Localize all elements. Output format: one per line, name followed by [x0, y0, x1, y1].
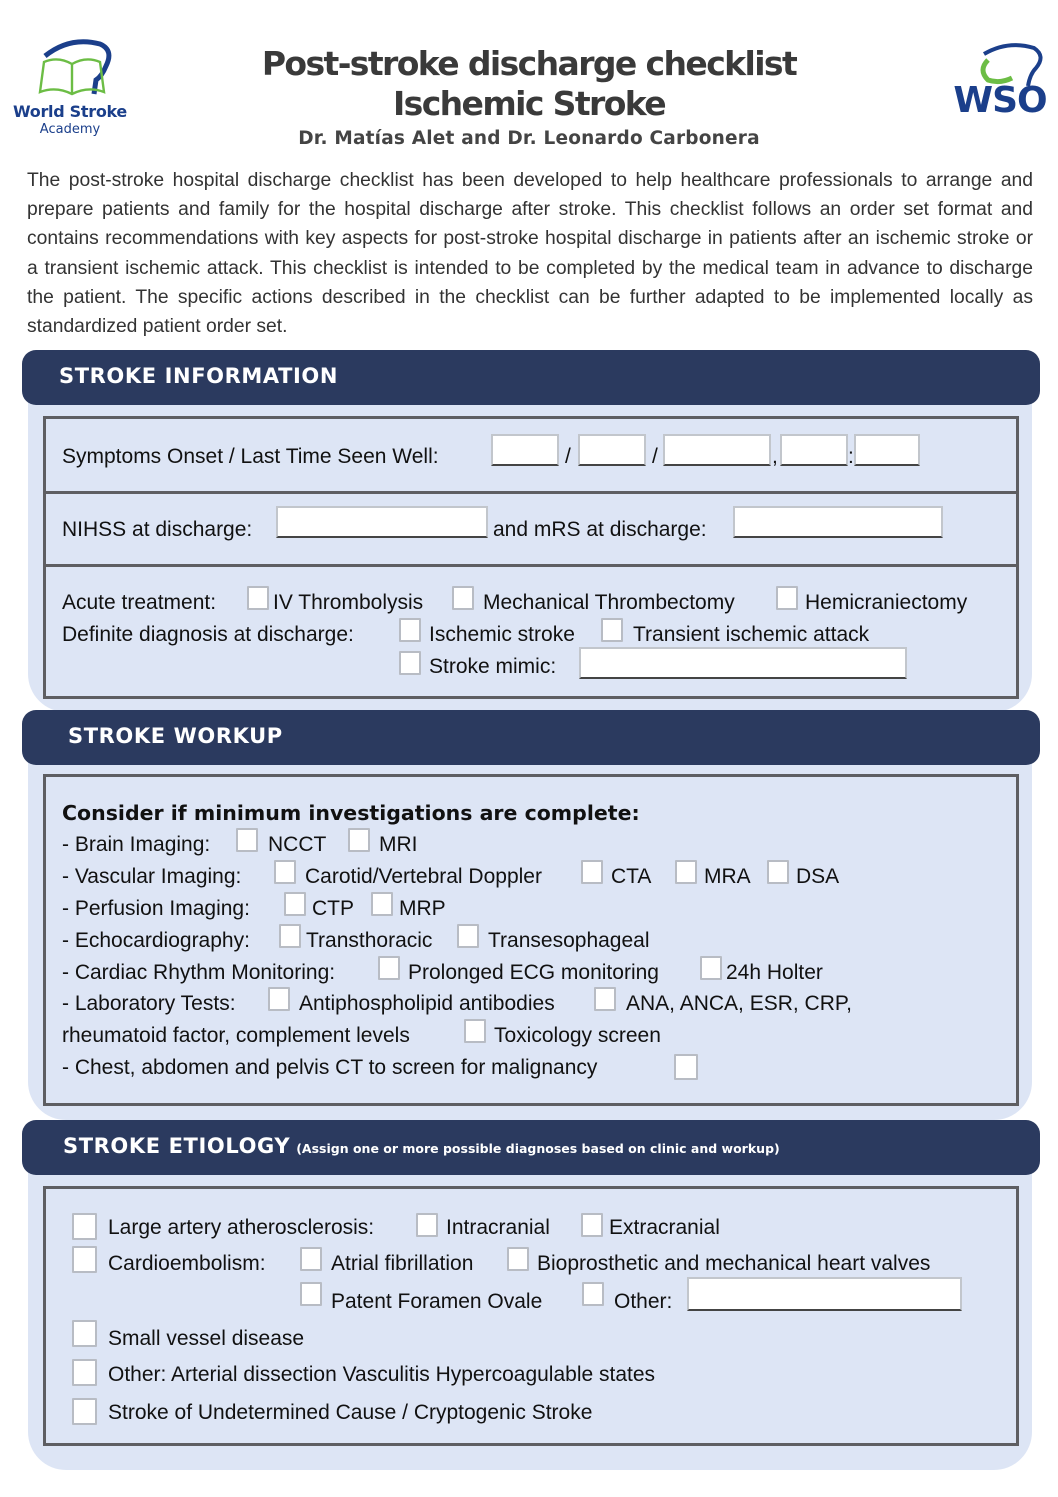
mrp-label: MRP	[399, 897, 446, 920]
pfo-checkbox[interactable]	[300, 1282, 322, 1306]
small-vessel-checkbox[interactable]	[72, 1320, 97, 1347]
mechanical-thrombectomy-label: Mechanical Thrombectomy	[483, 591, 735, 614]
colon-separator: :	[848, 445, 854, 468]
atrial-fibrillation-label: Atrial fibrillation	[331, 1252, 474, 1275]
atrial-fibrillation-checkbox[interactable]	[300, 1247, 322, 1271]
section-title: STROKE WORKUP	[68, 724, 283, 748]
toxicology-label: Toxicology screen	[494, 1024, 661, 1047]
intracranial-label: Intracranial	[446, 1216, 550, 1239]
large-artery-label: Large artery atherosclerosis:	[108, 1216, 375, 1239]
large-artery-checkbox[interactable]	[72, 1213, 97, 1240]
doppler-label: Carotid/Vertebral Doppler	[305, 865, 542, 888]
mechanical-thrombectomy-checkbox[interactable]	[452, 586, 474, 610]
slash-separator: /	[565, 445, 571, 468]
autoimmune-panel-checkbox[interactable]	[594, 987, 616, 1011]
onset-day-input[interactable]	[578, 434, 646, 466]
nihss-input[interactable]	[276, 506, 488, 538]
onset-label: Symptoms Onset / Last Time Seen Well:	[62, 445, 439, 468]
intracranial-checkbox[interactable]	[416, 1213, 438, 1237]
row-divider	[46, 564, 1016, 567]
holter-checkbox[interactable]	[700, 956, 722, 980]
diagnosis-label: Definite diagnosis at discharge:	[62, 623, 354, 646]
antiphospholipid-checkbox[interactable]	[268, 987, 290, 1011]
etiology-subtitle: (Assign one or more possible diagnoses based on clinic and workup)	[296, 1141, 780, 1156]
cardio-other-label: Other:	[614, 1290, 673, 1313]
echocardiography-label: - Echocardiography:	[62, 929, 250, 952]
ctp-checkbox[interactable]	[284, 892, 306, 916]
stroke-workup-header	[22, 710, 1040, 765]
slash-separator: /	[652, 445, 658, 468]
ncct-label: NCCT	[268, 833, 327, 856]
mrp-checkbox[interactable]	[371, 892, 393, 916]
logo-sub: Academy	[39, 122, 101, 137]
mra-checkbox[interactable]	[675, 860, 697, 884]
dsa-label: DSA	[796, 865, 840, 888]
onset-month-input[interactable]	[491, 434, 559, 466]
acute-treatment-label: Acute treatment:	[62, 591, 217, 614]
laboratory-tests-label: - Laboratory Tests:	[62, 992, 236, 1015]
ctp-label: CTP	[312, 897, 354, 920]
cardioembolism-label: Cardioembolism:	[108, 1252, 266, 1275]
antiphospholipid-label: Antiphospholipid antibodies	[299, 992, 555, 1015]
logo-name: World Stroke	[13, 102, 127, 121]
transthoracic-checkbox[interactable]	[279, 924, 301, 948]
stroke-mimic-input[interactable]	[579, 647, 907, 679]
malignancy-ct-label: - Chest, abdomen and pelvis CT to screen for malignancy	[62, 1056, 598, 1079]
stroke-etiology-header	[22, 1120, 1040, 1175]
stroke-mimic-label: Stroke mimic:	[429, 655, 557, 678]
etiology-title: STROKE ETIOLOGY	[63, 1134, 291, 1158]
page-subtitle: Ischemic Stroke	[392, 84, 666, 123]
ischemic-stroke-label: Ischemic stroke	[429, 623, 575, 646]
mri-label: MRI	[379, 833, 418, 856]
brain-imaging-label: - Brain Imaging:	[62, 833, 211, 856]
doppler-checkbox[interactable]	[274, 860, 296, 884]
cardio-other-checkbox[interactable]	[582, 1282, 604, 1306]
workup-heading: Consider if minimum investigations are complete:	[62, 801, 640, 825]
section-title: STROKE INFORMATION	[59, 364, 339, 388]
heart-valves-checkbox[interactable]	[507, 1247, 529, 1271]
page-title: Post-stroke discharge checklist	[261, 44, 797, 83]
row-divider	[46, 491, 1016, 494]
cardiac-rhythm-label: - Cardiac Rhythm Monitoring:	[62, 961, 336, 984]
transthoracic-label: Transthoracic	[306, 929, 433, 952]
onset-hour-input[interactable]	[780, 434, 848, 466]
mra-label: MRA	[704, 865, 751, 888]
small-vessel-label: Small vessel disease	[108, 1327, 305, 1350]
stroke-information-box	[43, 416, 1019, 699]
ischemic-stroke-checkbox[interactable]	[399, 618, 421, 642]
other-etiology-checkbox[interactable]	[72, 1359, 97, 1386]
ncct-checkbox[interactable]	[236, 828, 258, 852]
comma-separator: ,	[772, 445, 778, 468]
extracranial-label: Extracranial	[609, 1216, 720, 1239]
iv-thrombolysis-label: IV Thrombolysis	[273, 591, 424, 614]
other-etiology-label: Other: Arterial dissection Vasculitis Hypercoagulable states	[108, 1363, 656, 1386]
vascular-imaging-label: - Vascular Imaging:	[62, 865, 242, 888]
holter-label: 24h Holter	[726, 961, 823, 984]
hemicraniectomy-checkbox[interactable]	[776, 586, 798, 610]
wso-logo-text: WSO	[953, 80, 1047, 121]
cta-label: CTA	[611, 865, 652, 888]
stroke-information-header	[22, 350, 1040, 405]
prolonged-ecg-label: Prolonged ECG monitoring	[408, 961, 659, 984]
stroke-mimic-checkbox[interactable]	[399, 651, 421, 675]
hemicraniectomy-label: Hemicraniectomy	[805, 591, 968, 614]
toxicology-checkbox[interactable]	[464, 1019, 486, 1043]
extracranial-checkbox[interactable]	[581, 1213, 603, 1237]
autoimmune-panel-label: ANA, ANCA, ESR, CRP,	[626, 992, 853, 1015]
onset-minute-input[interactable]	[854, 434, 920, 466]
transesophageal-checkbox[interactable]	[457, 924, 479, 948]
mrs-input[interactable]	[733, 506, 943, 538]
heart-valves-label: Bioprosthetic and mechanical heart valves	[537, 1252, 931, 1275]
undetermined-label: Stroke of Undetermined Cause / Cryptogenic Stroke	[108, 1401, 593, 1424]
nihss-label: NIHSS at discharge:	[62, 518, 253, 541]
transesophageal-label: Transesophageal	[488, 929, 650, 952]
stroke-workup-box	[43, 774, 1019, 1106]
mri-checkbox[interactable]	[348, 828, 370, 852]
authors: Dr. Matías Alet and Dr. Leonardo Carbonera	[298, 128, 760, 149]
undetermined-checkbox[interactable]	[72, 1398, 97, 1425]
perfusion-imaging-label: - Perfusion Imaging:	[62, 897, 250, 920]
mrs-label: and mRS at discharge:	[493, 518, 707, 541]
tia-checkbox[interactable]	[601, 618, 623, 642]
cardioembolism-checkbox[interactable]	[72, 1246, 97, 1273]
autoimmune-panel-label-cont: rheumatoid factor, complement levels	[62, 1024, 410, 1047]
cta-checkbox[interactable]	[581, 860, 603, 884]
iv-thrombolysis-checkbox[interactable]	[247, 586, 269, 610]
prolonged-ecg-checkbox[interactable]	[378, 956, 400, 980]
tia-label: Transient ischemic attack	[633, 623, 870, 646]
intro-paragraph: The post-stroke hospital discharge checklist has been developed to help healthcare professionals to arrange and prepare patients and family for the hospital discharge after stroke. This checklist follows an order set format and contains recommendations with key aspects for post-stroke hospital discharge in patients after an ischemic stroke or a transient ischemic attack. This checklist is intended to be completed by the medical team in advance to discharge the patient. The specific actions described in the checklist can be further adapted to be implemented locally as standardized patient order set.	[27, 170, 1033, 338]
onset-year-input[interactable]	[663, 434, 771, 466]
section-title	[63, 1134, 780, 1158]
dsa-checkbox[interactable]	[767, 860, 789, 884]
pfo-label: Patent Foramen Ovale	[331, 1290, 543, 1313]
stroke-etiology-box	[43, 1186, 1019, 1446]
cardio-other-input[interactable]	[687, 1277, 962, 1311]
malignancy-ct-checkbox[interactable]	[674, 1054, 698, 1080]
